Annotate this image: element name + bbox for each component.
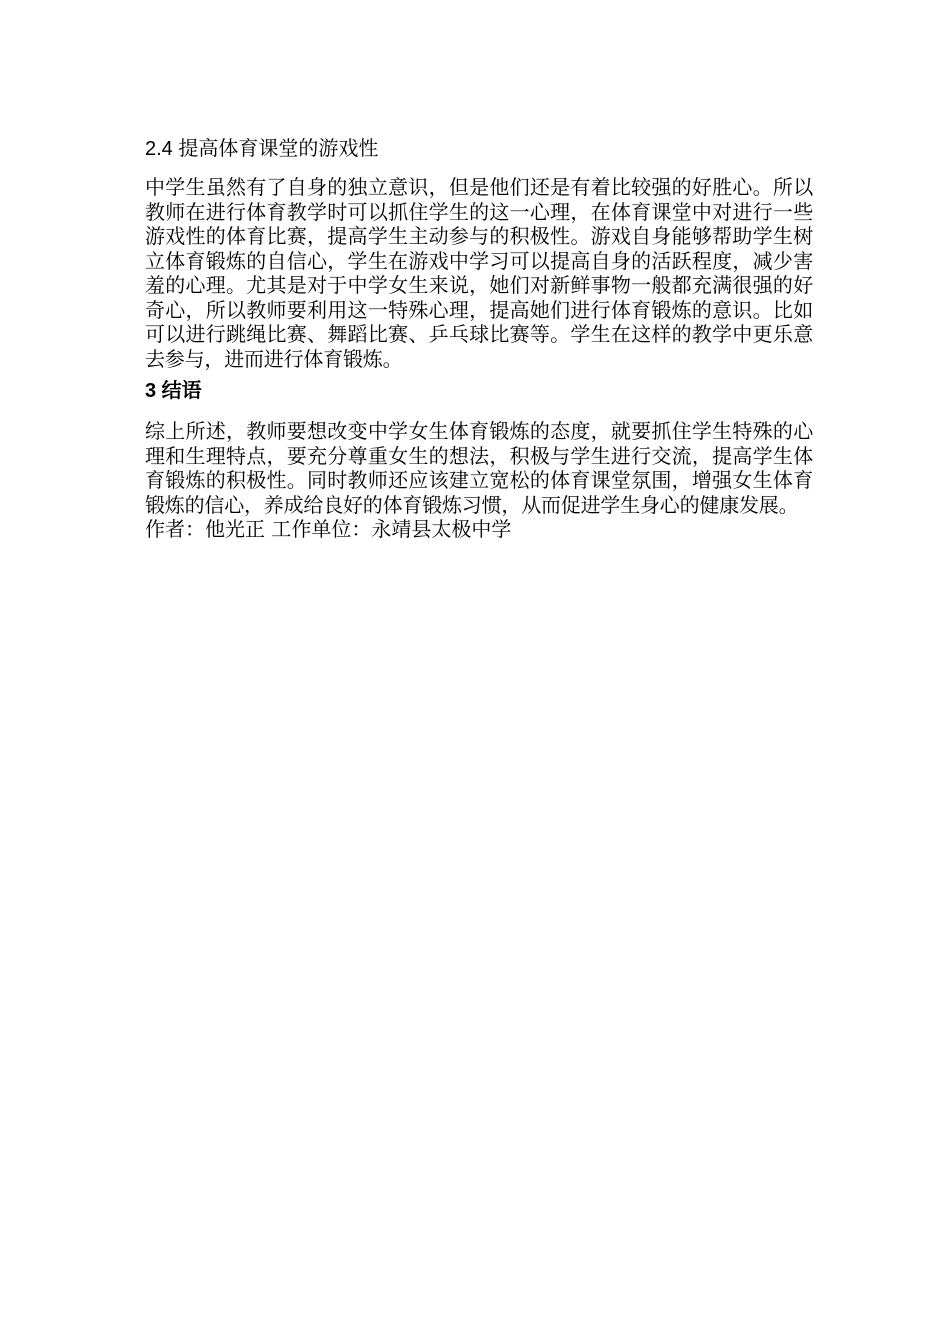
section-heading-2-4: 2.4 提高体育课堂的游戏性 xyxy=(145,138,379,160)
section-paragraph-2-4: 中学生虽然有了自身的独立意识，但是他们还是有着比较强的好胜心。所以教师在进行体育教学时可以抓住学生的这一心理，在体育课堂中对进行一些游戏性的体育比赛，提高学生主动参与的积极性。游戏自身能够帮助学生树立体育锻炼的自信心，学生在游戏中学习可以提高自身的活跃程度，减少害羞的心理。尤其是对于中学女生来说，她们对新鲜事物一般都充满很强的好奇心，所以教师要利用这一特殊心理，提高她们进行体育锻炼的意识。比如可以进行跳绳比赛、舞蹈比赛、乒乓球比赛等。学生在这样的教学中更乐意去参与，进而进行体育锻炼。 xyxy=(145,175,813,371)
section-heading-conclusion: 3 结语 xyxy=(145,380,202,402)
document-page xyxy=(145,135,813,542)
author-line: 作者：他光正 工作单位：永靖县太极中学 xyxy=(145,517,512,541)
section-paragraph-conclusion: 综上所述，教师要想改变中学女生体育锻炼的态度，就要抓住学生特殊的心理和生理特点，要充分尊重女生的想法，积极与学生进行交流，提高学生体育锻炼的积极性。同时教师还应该建立宽松的体育课堂氛围，增强女生体育锻炼的信心，养成给良好的体育锻炼习惯，从而促进学生身心的健康发展。 xyxy=(145,419,813,517)
